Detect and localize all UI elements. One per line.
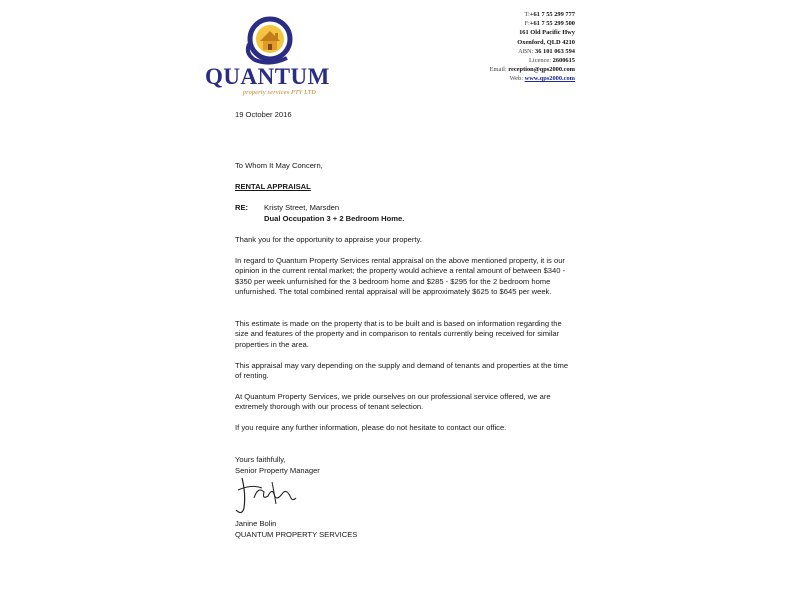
logo-wordmark: QUANTUM bbox=[205, 64, 330, 89]
signer-company: QUANTUM PROPERTY SERVICES bbox=[235, 529, 358, 539]
re-property-type: Dual Occupation 3 + 2 Bedroom Home. bbox=[264, 213, 405, 223]
closing: Yours faithfully, bbox=[235, 455, 286, 464]
letter-date: 19 October 2016 bbox=[235, 110, 292, 119]
signer-name: Janine Bolin bbox=[235, 519, 277, 528]
contact-email: Email: reception@qps2000.com bbox=[489, 66, 575, 74]
contact-fax: F:+61 7 55 299 500 bbox=[524, 20, 575, 28]
contact-abn: ABN: 36 101 063 594 bbox=[518, 47, 575, 55]
contact-block bbox=[490, 10, 575, 84]
re-label: RE: bbox=[235, 203, 249, 212]
website-link[interactable]: www.qps2000.com bbox=[524, 75, 575, 83]
handwritten-signature bbox=[232, 474, 302, 518]
paragraph-variation: This appraisal may vary depending on the supply and demand of tenants and properties at the time of renting. bbox=[235, 361, 569, 381]
contact-street: 161 Old Pacific Hwy bbox=[519, 29, 575, 37]
house-globe-icon bbox=[235, 14, 305, 66]
logo-subtitle: property services PTY LTD bbox=[243, 90, 316, 96]
letter-heading: RENTAL APPRAISAL bbox=[235, 182, 311, 191]
paragraph-contact: If you require any further information, please do not hesitate to contact our office. bbox=[235, 423, 507, 432]
paragraph-thanks: Thank you for the opportunity to appraise your property. bbox=[235, 235, 422, 244]
closing-title: Senior Property Manager bbox=[235, 465, 320, 475]
contact-licence: Licence: 2600615 bbox=[529, 57, 575, 65]
re-address: Kristy Street, Marsden bbox=[264, 203, 340, 212]
contact-phone: T:+61 7 55 299 777 bbox=[524, 11, 575, 18]
salutation: To Whom It May Concern, bbox=[235, 161, 323, 170]
contact-suburb: Oxenford, QLD 4210 bbox=[517, 38, 575, 46]
contact-web: Web: www.qps2000.com bbox=[509, 75, 575, 83]
paragraph-estimate: This estimate is made on the property that is to be built and is based on information regarding the size and features of the property and in comparison to rentals currently being received for similar properties in the area. bbox=[235, 319, 562, 349]
company-logo bbox=[205, 14, 335, 94]
paragraph-service: At Quantum Property Services, we pride ourselves on our professional service offered, we are extremely thorough with our process of tenant selection. bbox=[235, 392, 551, 412]
paragraph-appraisal: In regard to Quantum Property Services rental appraisal on the above mentioned property, it is our opinion in the current rental market; the property would achieve a rental amount of between $340 - $350 per week unfurnished for the 3 bedroom home and $285 - $295 for the 2 bedroom home unfurnished. The total combined rental appraisal will be approximately $625 to $645 per week. bbox=[235, 256, 566, 297]
